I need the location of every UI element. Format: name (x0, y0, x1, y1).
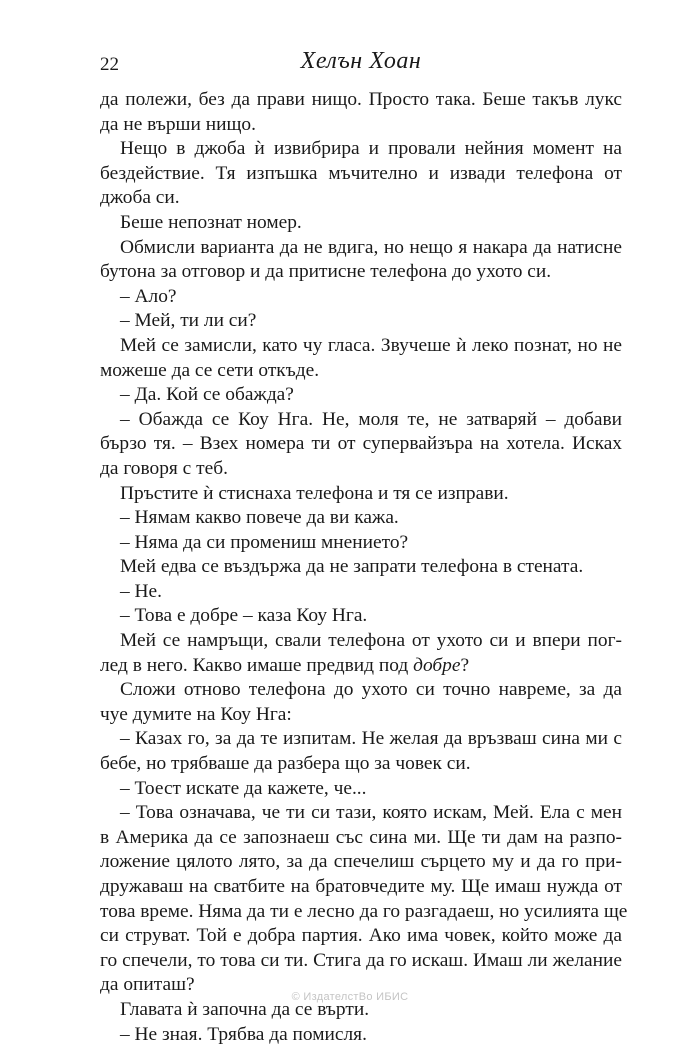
text-line (100, 211, 622, 236)
text-line (100, 580, 622, 605)
line-text: да опиташ? (100, 974, 195, 996)
line-text: лед в него. Какво имаше предвид под (100, 654, 414, 676)
text-line (100, 383, 622, 408)
line-text: – Не зная. Трябва да помисля. (120, 1023, 367, 1045)
text-line (100, 137, 622, 162)
line-text: да не върши нищо. (100, 113, 256, 135)
text-line (100, 88, 622, 113)
line-text: – Няма да си промениш мнението? (120, 531, 409, 553)
line-text: джоба си. (100, 187, 180, 209)
line-text: Нещо в джоба ѝ извибрира и провали нейния момент на (120, 138, 622, 160)
line-text: – Ало? (120, 285, 177, 307)
line-text: чуе думите на Коу Нга: (100, 703, 292, 725)
publisher-footer: © ИздателстВо ИБИС (291, 991, 409, 1003)
line-text: – Не. (120, 580, 163, 602)
body-text (100, 88, 628, 1047)
line-text: ложение цялото лято, за да спечелиш сърцето му и да го при- (100, 851, 622, 873)
line-text: го спечели, то това си ти. Стига да го искаш. Имаш ли желание (100, 949, 622, 971)
text-line (100, 949, 622, 974)
line-text: си струват. Той е добра партия. Ако има човек, който може да (100, 925, 622, 947)
text-line (100, 727, 622, 752)
text-line (100, 359, 622, 384)
line-text: това време. Няма да ти е лесно да го разгадаеш, но усилията ще (100, 900, 628, 922)
text-line (100, 260, 622, 285)
text-line (100, 531, 622, 556)
text-line (100, 875, 622, 900)
text-line (100, 236, 622, 261)
line-text: бутона за отговор и да притисне телефона до ухото си. (100, 261, 552, 283)
text-line (100, 334, 622, 359)
text-line (100, 654, 622, 679)
text-line (100, 924, 622, 949)
line-italic: добре (413, 654, 461, 676)
line-text: Мей се намръщи, свали телефона от ухото си и впери пог- (120, 630, 622, 652)
text-line (100, 629, 622, 654)
line-text: в Америка да се запознаеш със сина ми. Ще ти дам на разпо- (100, 826, 622, 848)
text-line (100, 285, 622, 310)
text-line (100, 752, 622, 777)
line-text: Обмисли варианта да не вдига, но нещо я накара да натисне (120, 236, 622, 258)
line-text: – Тоест искате да кажете, че... (120, 777, 367, 799)
line-text: да говоря с теб. (100, 457, 228, 479)
line-text: бебе, но трябваше да разбера що за човек си. (100, 753, 471, 775)
line-text: Пръстите ѝ стиснаха телефона и тя се изправи. (120, 482, 509, 504)
text-line (100, 678, 622, 703)
line-text: бързо тя. – Взех номера ти от супервайзъра на хотела. Исках (100, 433, 622, 455)
line-text: – Да. Кой се обажда? (120, 384, 294, 406)
line-after: ? (460, 654, 470, 676)
text-line (100, 850, 622, 875)
text-line (100, 309, 622, 334)
line-text: – Обажда се Коу Нга. Не, моля те, не затваряй – добави (120, 408, 622, 430)
line-text: бездействие. Тя изпъшка мъчително и извади телефона от (100, 162, 622, 184)
text-line (100, 162, 622, 187)
text-line (100, 408, 622, 433)
line-text: – Казах го, за да те изпитам. Не желая да връзваш сина ми с (120, 728, 622, 750)
line-text: да полежи, без да прави нищо. Просто така. Беше такъв лукс (100, 89, 622, 110)
line-text: – Мей, ти ли си? (120, 310, 257, 332)
text-line (100, 186, 622, 211)
text-line (100, 777, 622, 802)
line-text: дружаваш на сватбите на братовчедите му. Ще имаш нужда от (100, 876, 622, 897)
text-line (100, 1023, 622, 1047)
text-line (100, 826, 622, 851)
text-line (100, 482, 622, 507)
running-title: Хелън Хоан (300, 48, 422, 74)
text-line (100, 506, 622, 531)
page-header (100, 48, 622, 80)
line-text: Главата ѝ започна да се върти. (120, 998, 370, 1020)
line-text: – Нямам какво повече да ви кажа. (120, 507, 399, 529)
line-text: Мей се замисли, като чу гласа. Звучеше ѝ леко познат, но не (120, 334, 622, 356)
line-text: – Това е добре – каза Коу Нга. (120, 605, 368, 627)
text-line (100, 801, 622, 826)
line-text: можеше да се сети откъде. (100, 359, 320, 381)
line-text: Сложи отново телефона до ухото си точно навреме, за да (120, 679, 622, 701)
text-line (100, 555, 622, 580)
text-line (100, 432, 622, 457)
page-number: 22 (100, 54, 119, 75)
text-line (100, 703, 622, 728)
text-line (100, 457, 622, 482)
line-text: Мей едва се въздържа да не запрати телефона в стената. (120, 556, 584, 578)
line-text: Беше непознат номер. (120, 211, 302, 233)
text-line (100, 604, 622, 629)
text-line (100, 113, 622, 138)
text-line (100, 900, 628, 925)
line-text: – Това означава, че ти си тази, която искам, Мей. Ела с мен (120, 802, 622, 824)
